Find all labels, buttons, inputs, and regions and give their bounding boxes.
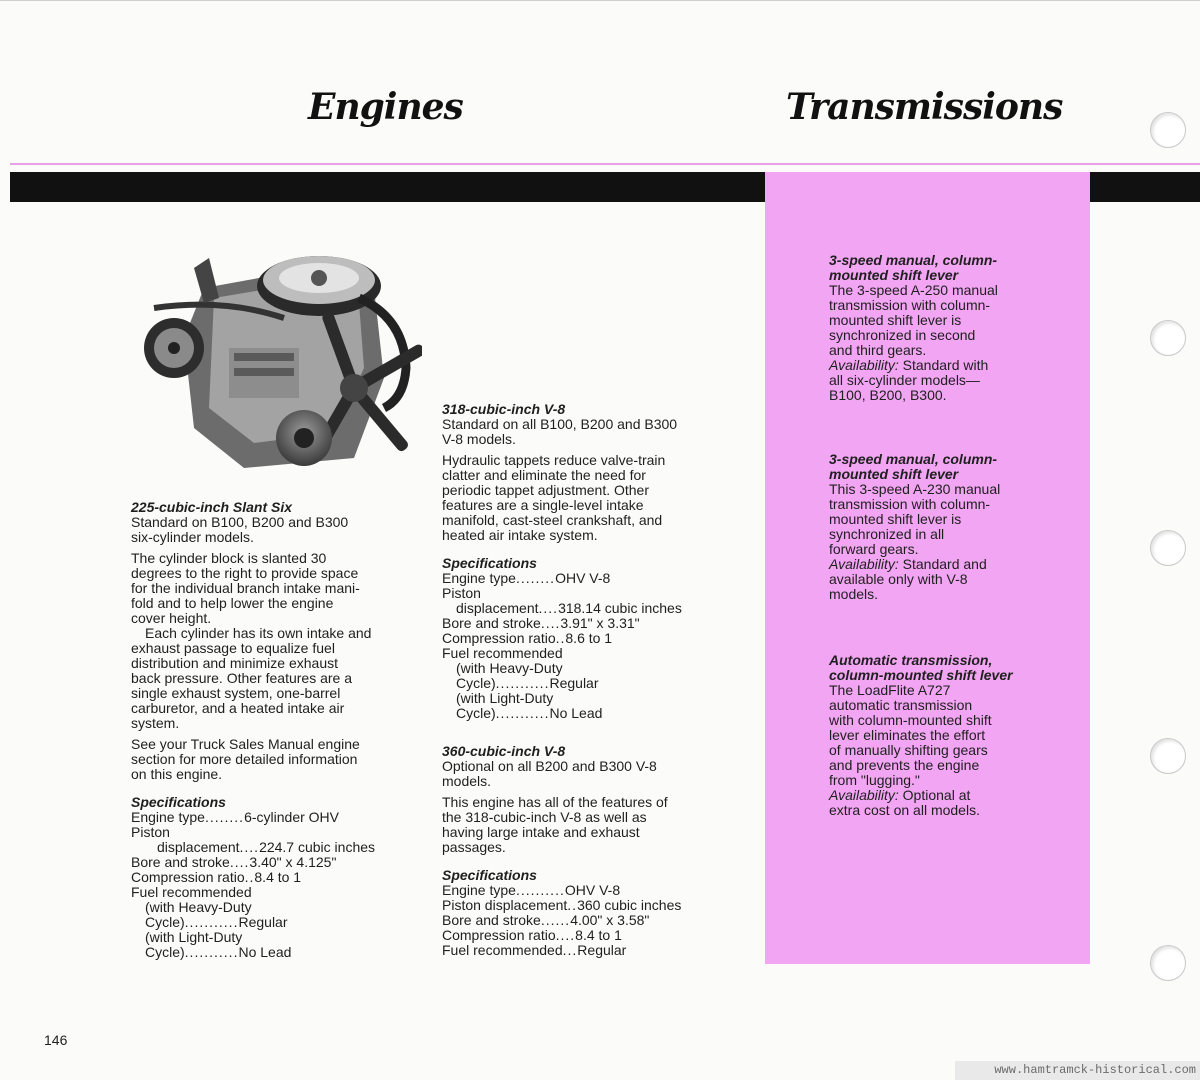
text-line: single exhaust system, one-barrel xyxy=(131,685,341,701)
section-title: 360-cubic-inch V-8 xyxy=(442,743,566,759)
specifications-title: Specifications xyxy=(442,555,537,571)
spec-value: No Lead xyxy=(238,944,292,960)
text-line: six-cylinder models. xyxy=(131,529,254,545)
text-line: available only with V-8 xyxy=(829,571,968,587)
section-title: 3-speed manual, column- xyxy=(829,252,998,268)
spec-row xyxy=(131,930,421,945)
text-line: Optional on all B200 and B300 V-8 xyxy=(442,758,657,774)
spec-row xyxy=(442,661,742,676)
text-line: back pressure. Other features are a xyxy=(131,670,352,686)
spec-label: Bore and stroke xyxy=(442,615,541,631)
leader-dots: ........... xyxy=(184,944,239,960)
spec-value: OHV V-8 xyxy=(555,570,611,586)
pink-rule xyxy=(10,163,1200,165)
spec-row xyxy=(442,943,742,958)
text-line: mounted shift lever is xyxy=(829,511,962,527)
slant-six-section xyxy=(131,500,421,960)
spec-row xyxy=(442,898,742,913)
section-title: Automatic transmission, xyxy=(829,652,993,668)
watermark-url: www.hamtramck-historical.com xyxy=(955,1061,1200,1080)
spec-row xyxy=(442,706,742,721)
spec-label: Compression ratio xyxy=(131,869,245,885)
spec-value: No Lead xyxy=(549,705,603,721)
text-line: section for more detailed information xyxy=(131,751,358,767)
section-title: 225-cubic-inch Slant Six xyxy=(131,499,293,515)
heading-transmissions: Transmissions xyxy=(786,86,1063,128)
spec-label: displacement xyxy=(157,839,240,855)
leader-dots: ........ xyxy=(204,809,245,825)
spec-value: 360 cubic inches xyxy=(577,897,682,913)
leader-dots: .. xyxy=(244,869,255,885)
leader-dots: .......... xyxy=(515,882,565,898)
availability-line xyxy=(829,557,1069,572)
leader-dots: .... xyxy=(538,600,559,616)
leader-dots: .. xyxy=(567,897,578,913)
spec-label: Cycle) xyxy=(456,705,496,721)
binder-hole xyxy=(1150,945,1186,981)
leader-dots: .... xyxy=(239,839,260,855)
v8-360-section xyxy=(442,744,742,958)
text-line: transmission with column- xyxy=(829,297,991,313)
text-line: Standard on B100, B200 and B300 xyxy=(131,514,349,530)
availability-label: Availability: xyxy=(829,787,899,803)
availability-text: Optional at xyxy=(898,787,971,803)
spec-row xyxy=(131,885,421,900)
spec-label: Piston displacement xyxy=(442,897,568,913)
spec-value: 3.91" x 3.31" xyxy=(560,615,640,631)
text-line: transmission with column- xyxy=(829,496,991,512)
text-line: extra cost on all models. xyxy=(829,802,980,818)
leader-dots: ........... xyxy=(184,914,239,930)
spec-row xyxy=(442,691,742,706)
text-line: models. xyxy=(829,586,879,602)
spec-row xyxy=(131,915,421,930)
text-line: clatter and eliminate the need for xyxy=(442,467,646,483)
spec-row xyxy=(131,855,421,870)
text-line: periodic tappet adjustment. Other xyxy=(442,482,650,498)
spec-value: 6-cylinder OHV xyxy=(244,809,339,825)
text-line: The LoadFlite A727 xyxy=(829,682,951,698)
spec-row xyxy=(442,586,742,601)
spec-row xyxy=(442,913,742,928)
spec-row xyxy=(442,616,742,631)
text-line: with column-mounted shift xyxy=(829,712,992,728)
transmission-a250 xyxy=(829,253,1069,403)
text-line: This 3-speed A-230 manual xyxy=(829,481,1001,497)
text-line: of manually shifting gears xyxy=(829,742,988,758)
availability-label: Availability: xyxy=(829,556,899,572)
spec-value: 8.4 to 1 xyxy=(254,869,302,885)
spec-label: Piston xyxy=(131,824,170,840)
spec-value: 3.40" x 4.125" xyxy=(249,854,337,870)
text-line: the 318-cubic-inch V-8 as well as xyxy=(442,809,647,825)
text-line: and third gears. xyxy=(829,342,927,358)
text-line: forward gears. xyxy=(829,541,919,557)
spec-value: 318.14 cubic inches xyxy=(558,600,682,616)
availability-text: Standard and xyxy=(898,556,987,572)
spec-value: Regular xyxy=(577,942,627,958)
text-line: distribution and minimize exhaust xyxy=(131,655,338,671)
spec-label: Fuel recommended xyxy=(131,884,252,900)
text-line: V-8 models. xyxy=(442,431,516,447)
text-line: Hydraulic tappets reduce valve-train xyxy=(442,452,666,468)
text-line: features are a single-level intake xyxy=(442,497,644,513)
page-top-edge xyxy=(0,0,1200,1)
spec-row xyxy=(442,631,742,646)
spec-label: Cycle) xyxy=(145,944,185,960)
text-line: The cylinder block is slanted 30 xyxy=(131,550,327,566)
spec-value: Regular xyxy=(238,914,288,930)
spec-value: 8.6 to 1 xyxy=(565,630,613,646)
text-line: exhaust passage to equalize fuel xyxy=(131,640,335,656)
spec-label: Engine type xyxy=(442,570,516,586)
text-line: manifold, cast-steel crankshaft, and xyxy=(442,512,663,528)
leader-dots: ........... xyxy=(495,705,550,721)
v8-318-section xyxy=(442,402,742,721)
text-line: The 3-speed A-250 manual xyxy=(829,282,998,298)
spec-value: 4.00" x 3.58" xyxy=(570,912,650,928)
text-line: for the individual branch intake mani- xyxy=(131,580,360,596)
spec-row xyxy=(131,810,421,825)
spec-row xyxy=(442,646,742,661)
text-line: and prevents the engine xyxy=(829,757,980,773)
leader-dots: .... xyxy=(229,854,250,870)
text-line: carburetor, and a heated intake air xyxy=(131,700,345,716)
spec-row xyxy=(131,900,421,915)
text-line: lever eliminates the effort xyxy=(829,727,986,743)
spec-row xyxy=(131,870,421,885)
leader-dots: .... xyxy=(540,615,561,631)
spec-row xyxy=(131,840,421,855)
spec-label: Bore and stroke xyxy=(131,854,230,870)
spec-label: (with Heavy-Duty xyxy=(145,899,252,915)
text-line: from "lugging." xyxy=(829,772,920,788)
spec-label: Engine type xyxy=(442,882,516,898)
section-title: 3-speed manual, column- xyxy=(829,451,998,467)
spec-label: Bore and stroke xyxy=(442,912,541,928)
text-line: synchronized in second xyxy=(829,327,976,343)
text-line: heated air intake system. xyxy=(442,527,598,543)
availability-line xyxy=(829,788,1069,803)
section-title: mounted shift lever xyxy=(829,466,959,482)
spec-label: (with Light-Duty xyxy=(145,929,243,945)
text-line: Each cylinder has its own intake and xyxy=(145,625,372,641)
leader-dots: .. xyxy=(555,630,566,646)
spec-row xyxy=(442,928,742,943)
spec-value: OHV V-8 xyxy=(564,882,621,898)
spec-label: Cycle) xyxy=(456,675,496,691)
binder-hole xyxy=(1150,112,1186,148)
spec-label: Fuel recommended xyxy=(442,645,563,661)
section-title: column-mounted shift lever xyxy=(829,667,1013,683)
spec-value: 224.7 cubic inches xyxy=(259,839,376,855)
spec-label: Cycle) xyxy=(145,914,185,930)
text-line: degrees to the right to provide space xyxy=(131,565,359,581)
spec-label: (with Heavy-Duty xyxy=(456,660,563,676)
binder-hole xyxy=(1150,738,1186,774)
transmission-a230 xyxy=(829,452,1069,602)
spec-label: Piston xyxy=(442,585,481,601)
spec-label: displacement xyxy=(456,600,539,616)
text-line: See your Truck Sales Manual engine xyxy=(131,736,360,752)
leader-dots: ...... xyxy=(540,912,571,928)
spec-row xyxy=(442,676,742,691)
binder-hole xyxy=(1150,320,1186,356)
text-line: synchronized in all xyxy=(829,526,945,542)
text-line: passages. xyxy=(442,839,506,855)
text-line: cover height. xyxy=(131,610,212,626)
leader-dots: ... xyxy=(562,942,578,958)
spec-label: (with Light-Duty xyxy=(456,690,554,706)
binder-hole xyxy=(1150,530,1186,566)
text-line: having large intake and exhaust xyxy=(442,824,640,840)
specifications-title: Specifications xyxy=(442,867,537,883)
engine-photo xyxy=(134,228,422,488)
text-line: on this engine. xyxy=(131,766,223,782)
spec-row xyxy=(442,883,742,898)
availability-label: Availability: xyxy=(829,357,899,373)
spec-label: Fuel recommended xyxy=(442,942,563,958)
page-number: 146 xyxy=(44,1032,68,1048)
text-line: automatic transmission xyxy=(829,697,973,713)
spec-row xyxy=(131,825,421,840)
text-line: all six-cylinder models— xyxy=(829,372,980,388)
spec-value: Regular xyxy=(549,675,599,691)
spec-label: Compression ratio xyxy=(442,927,556,943)
spec-value: 8.4 to 1 xyxy=(575,927,622,943)
text-line: mounted shift lever is xyxy=(829,312,962,328)
spec-label: Engine type xyxy=(131,809,205,825)
text-line: fold and to help lower the engine xyxy=(131,595,334,611)
text-line: This engine has all of the features of xyxy=(442,794,668,810)
text-line: models. xyxy=(442,773,492,789)
text-line: B100, B200, B300. xyxy=(829,387,947,403)
heading-engines: Engines xyxy=(308,86,463,128)
leader-dots: .... xyxy=(555,927,576,943)
spec-label: Compression ratio xyxy=(442,630,556,646)
spec-row xyxy=(442,571,742,586)
spec-row xyxy=(131,945,421,960)
specifications-title: Specifications xyxy=(131,794,226,810)
leader-dots: ........... xyxy=(495,675,550,691)
section-title: 318-cubic-inch V-8 xyxy=(442,401,566,417)
spec-row xyxy=(442,601,742,616)
availability-text: Standard with xyxy=(898,357,989,373)
text-line: system. xyxy=(131,715,180,731)
section-title: mounted shift lever xyxy=(829,267,959,283)
availability-line xyxy=(829,358,1069,373)
transmission-a727 xyxy=(829,653,1069,818)
text-line: Standard on all B100, B200 and B300 xyxy=(442,416,678,432)
leader-dots: ........ xyxy=(515,570,556,586)
